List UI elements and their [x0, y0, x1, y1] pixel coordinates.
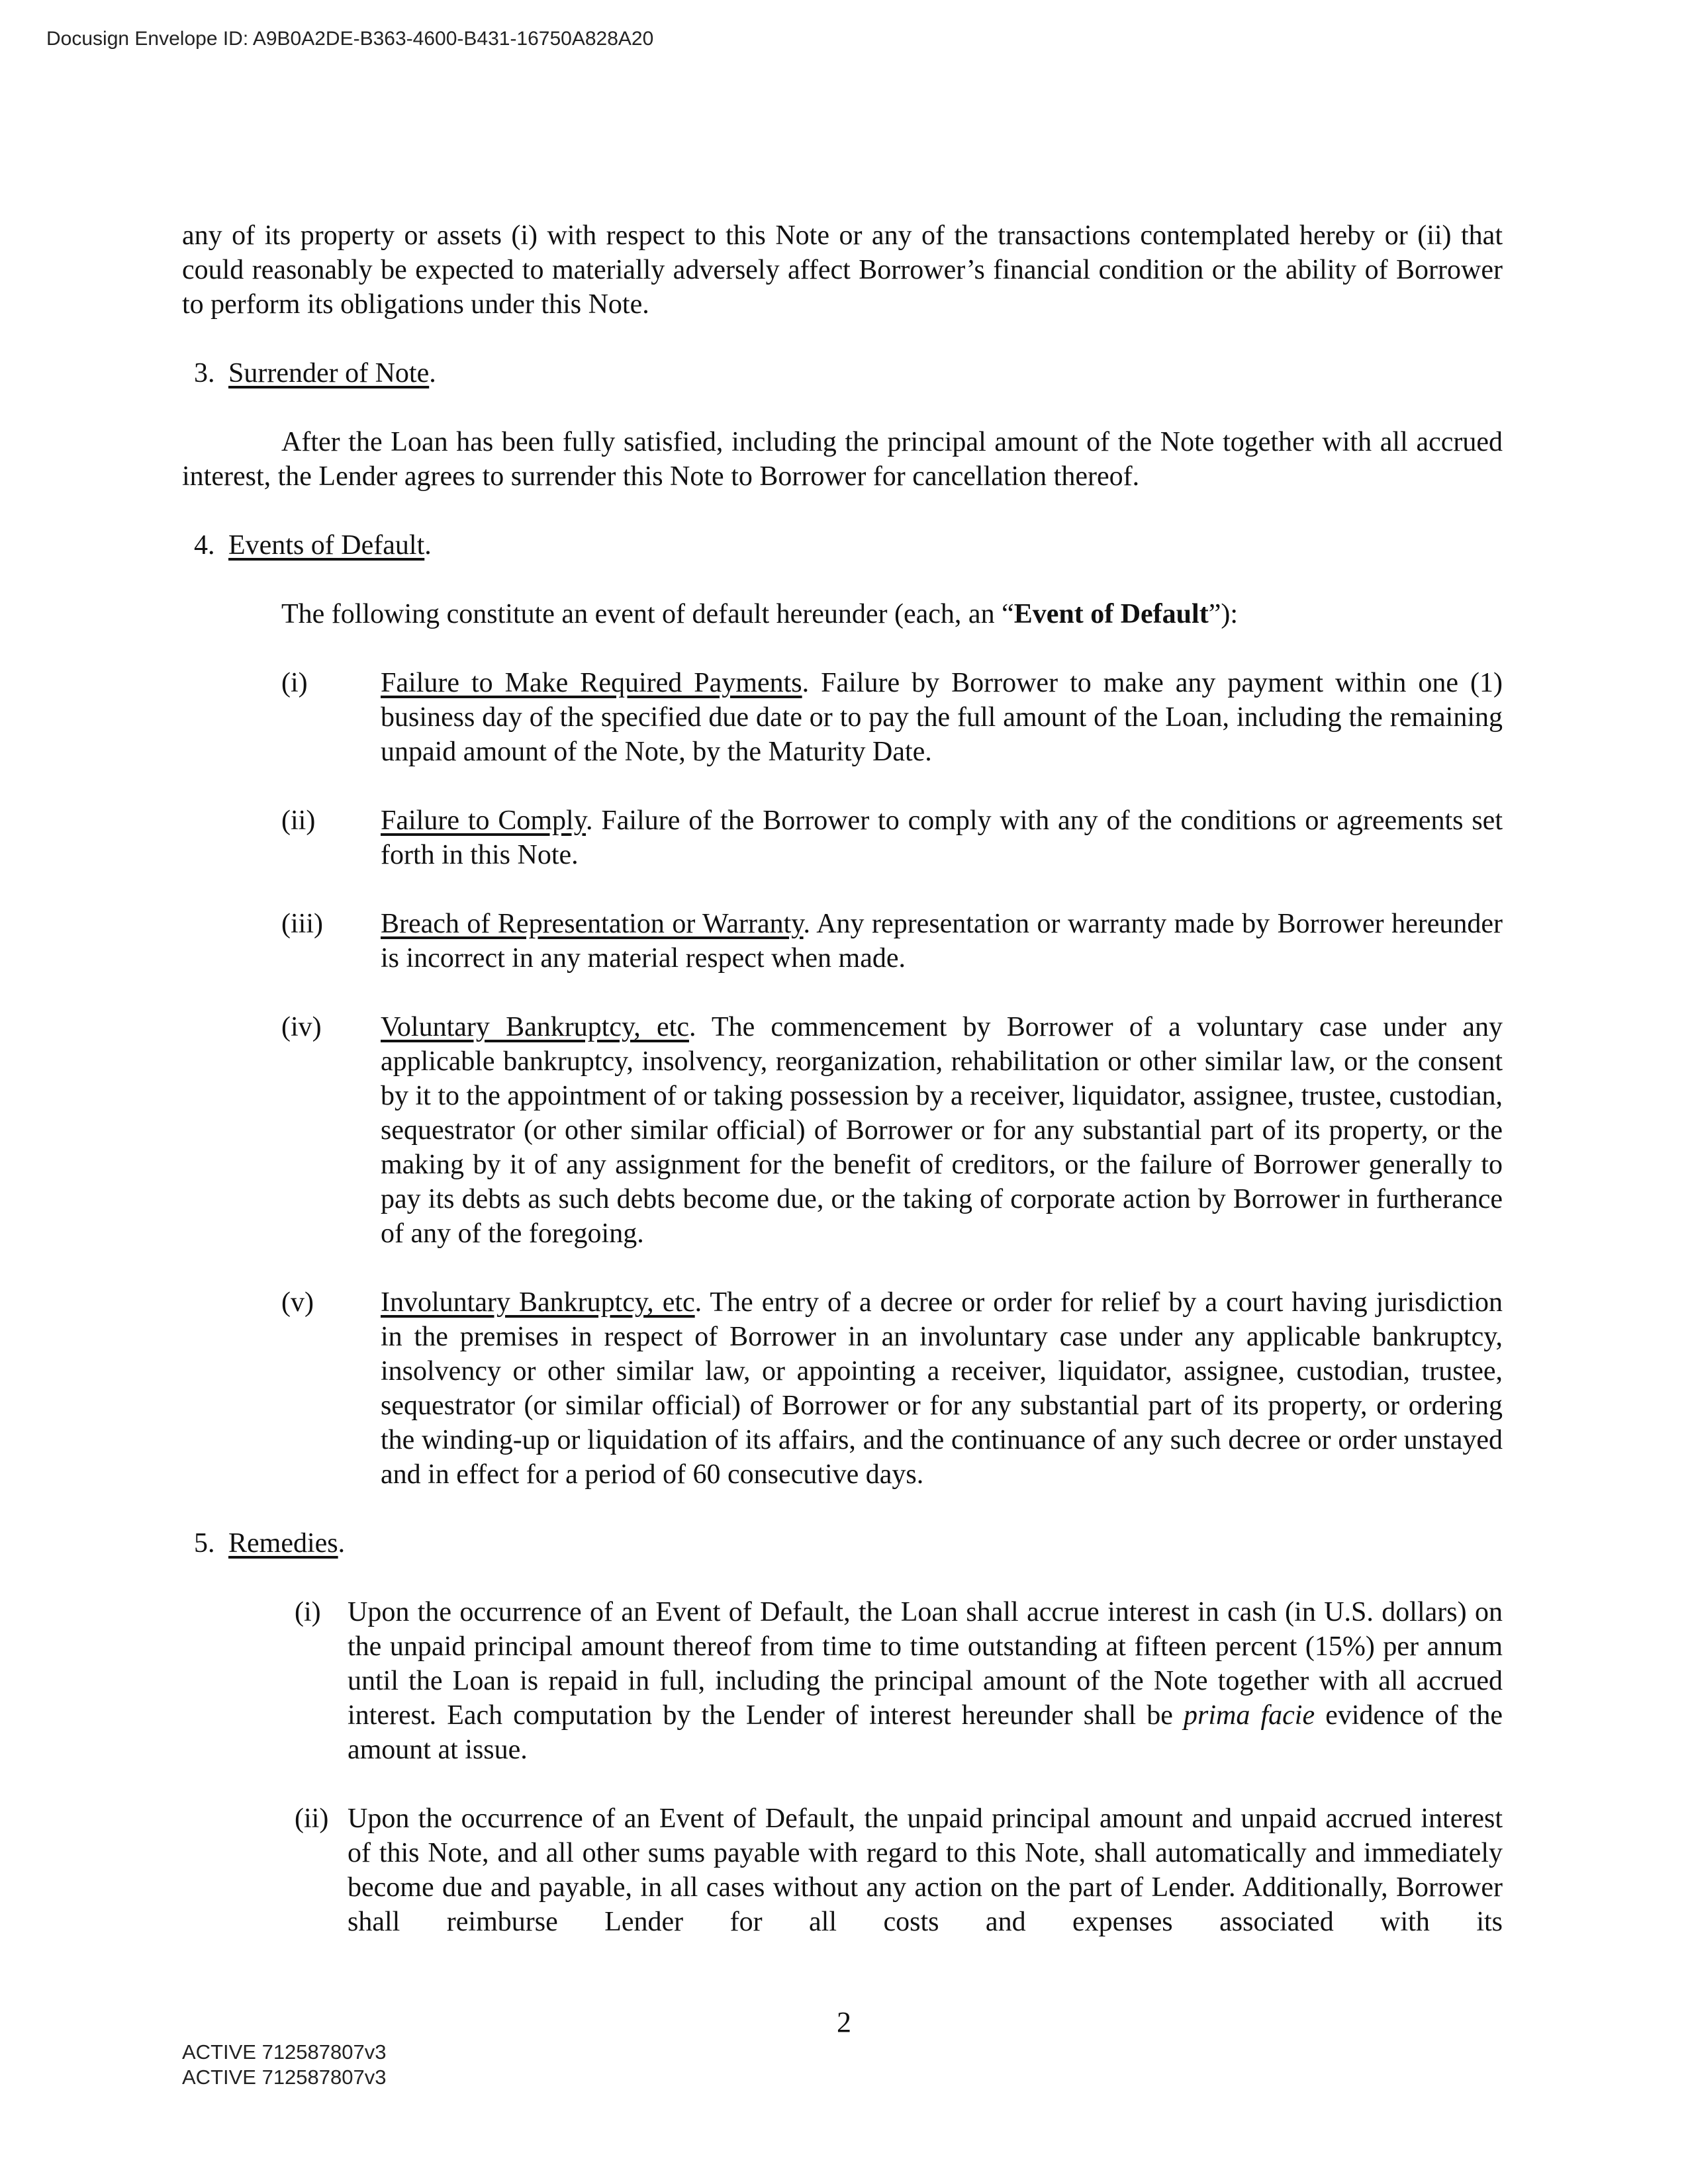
section-4-period: .	[424, 530, 432, 561]
section-4-heading	[194, 528, 1503, 563]
remedy-item-2	[295, 1801, 1503, 1939]
default-item-title: Failure to Make Required Payments	[381, 668, 802, 698]
remedy-item-text-after: evidence of the amount at issue.	[348, 1700, 1503, 1765]
default-item-title: Voluntary Bankruptcy, etc	[381, 1012, 689, 1042]
default-item-text: . Failure of the Borrower to comply with any of the conditions or agreements set forth in this Note.	[381, 805, 1503, 870]
remedy-item-label: (ii)	[295, 1803, 329, 1834]
default-item-2	[281, 803, 1503, 872]
section-5-heading	[194, 1526, 1503, 1561]
remedy-item-body	[348, 1595, 1503, 1767]
default-item-title: Failure to Comply	[381, 805, 586, 836]
default-item-body	[381, 1285, 1503, 1492]
section-4-intro-post: ”):	[1208, 599, 1238, 629]
default-item-label: (ii)	[281, 805, 316, 836]
remedy-item-label: (i)	[295, 1597, 321, 1627]
footer-doc-id: ACTIVE 712587807v3	[182, 2040, 387, 2064]
default-item-body	[381, 803, 1503, 872]
section-5-period: .	[338, 1528, 346, 1559]
default-item-label: (iii)	[281, 909, 323, 939]
default-item-4	[281, 1010, 1503, 1251]
default-item-1	[281, 666, 1503, 769]
default-item-body	[381, 907, 1503, 976]
document-body	[182, 218, 1503, 1974]
default-item-title: Involuntary Bankruptcy, etc	[381, 1287, 695, 1318]
section-3-period: .	[429, 358, 436, 388]
footer	[182, 2040, 387, 2090]
remedy-item-body	[348, 1801, 1503, 1939]
section-4-intro-pre: The following constitute an event of default hereunder (each, an “	[281, 599, 1014, 629]
default-item-text: . The commencement by Borrower of a voluntary case under any applicable bankruptcy, insolvency, reorganization, rehabilitation or other similar law, or the consent by it to the appointment of or taking possession by a receiver, liquidator, assignee, trustee, custodian, sequestrator (or other similar official) of Borrower or for any substantial part of its property, or the making by it of any assignment for the benefit of creditors, or the failure of Borrower generally to pay its debts as such debts become due, or the taking of corporate action by Borrower in furtherance of any of the foregoing.	[381, 1012, 1503, 1249]
remedy-item-text: Upon the occurrence of an Event of Default, the Loan shall accrue interest in cash (in U.S. dollars) on the unpaid principal amount thereof from time to time outstanding at fifteen percent (15%) per annum until the Loan is repaid in full, including the principal amount of the Note together with all accrued interest. Each computation by the Lender of interest hereunder shall be	[348, 1597, 1503, 1731]
footer-doc-id: ACTIVE 712587807v3	[182, 2066, 387, 2089]
default-item-title: Breach of Representation or Warranty	[381, 909, 804, 939]
remedy-item-1	[295, 1595, 1503, 1767]
default-item-body	[381, 1010, 1503, 1251]
default-item-text: . Failure by Borrower to make any payment within one (1) business day of the specified due date or to pay the full amount of the Loan, including the remaining unpaid amount of the Note, by the Maturity Date.	[381, 668, 1503, 767]
section-4-intro	[281, 597, 1503, 631]
default-item-label: (iv)	[281, 1012, 322, 1042]
intro-paragraph: any of its property or assets (i) with respect to this Note or any of the transactions contemplated hereby or (ii) that could reasonably be expected to materially adversely affect Borrower’s financial condition or the ability of Borrower to perform its obligations under this Note.	[182, 220, 1503, 320]
section-5-number: 5.	[194, 1528, 215, 1559]
section-3-number: 3.	[194, 358, 215, 388]
remedy-item-text: Upon the occurrence of an Event of Default, the unpaid principal amount and unpaid accrued interest of this Note, and all other sums payable with regard to this Note, shall automatically and immediately become due and payable, in all cases without any action on the part of Lender. Additionally, Borrower shall reimburse Lender for all costs and expenses associated with its	[348, 1803, 1503, 1937]
section-4-title: Events of Default	[228, 530, 425, 561]
section-3-heading	[194, 356, 1503, 390]
section-5-title: Remedies	[228, 1528, 338, 1559]
default-item-5	[281, 1285, 1503, 1492]
page-number: 2	[837, 2006, 851, 2038]
prima-facie-term: prima facie	[1184, 1700, 1315, 1731]
default-item-text: . The entry of a decree or order for relief by a court having jurisdiction in the premises in respect of Borrower in an involuntary case under any applicable bankruptcy, insolvency or other similar law, or appointing a receiver, liquidator, assignee, custodian, trustee, sequestrator (or similar official) of Borrower or for any substantial part of its property, or ordering the winding-up or liquidation of its affairs, and the continuance of any such decree or order unstayed and in effect for a period of 60 consecutive days.	[381, 1287, 1503, 1490]
default-item-body	[381, 666, 1503, 769]
default-item-label: (i)	[281, 668, 308, 698]
section-4-number: 4.	[194, 530, 215, 561]
envelope-id: Docusign Envelope ID: A9B0A2DE-B363-4600-B431-16750A828A20	[46, 28, 654, 50]
section-3-title: Surrender of Note	[228, 358, 430, 388]
event-of-default-term: Event of Default	[1013, 599, 1209, 629]
default-item-text: . Any representation or warranty made by Borrower hereunder is incorrect in any material respect when made.	[381, 909, 1503, 974]
default-item-3	[281, 907, 1503, 976]
section-3-body: After the Loan has been fully satisfied, including the principal amount of the Note together with all accrued interest, the Lender agrees to surrender this Note to Borrower for cancellation thereof.	[182, 427, 1503, 492]
default-item-label: (v)	[281, 1287, 314, 1318]
